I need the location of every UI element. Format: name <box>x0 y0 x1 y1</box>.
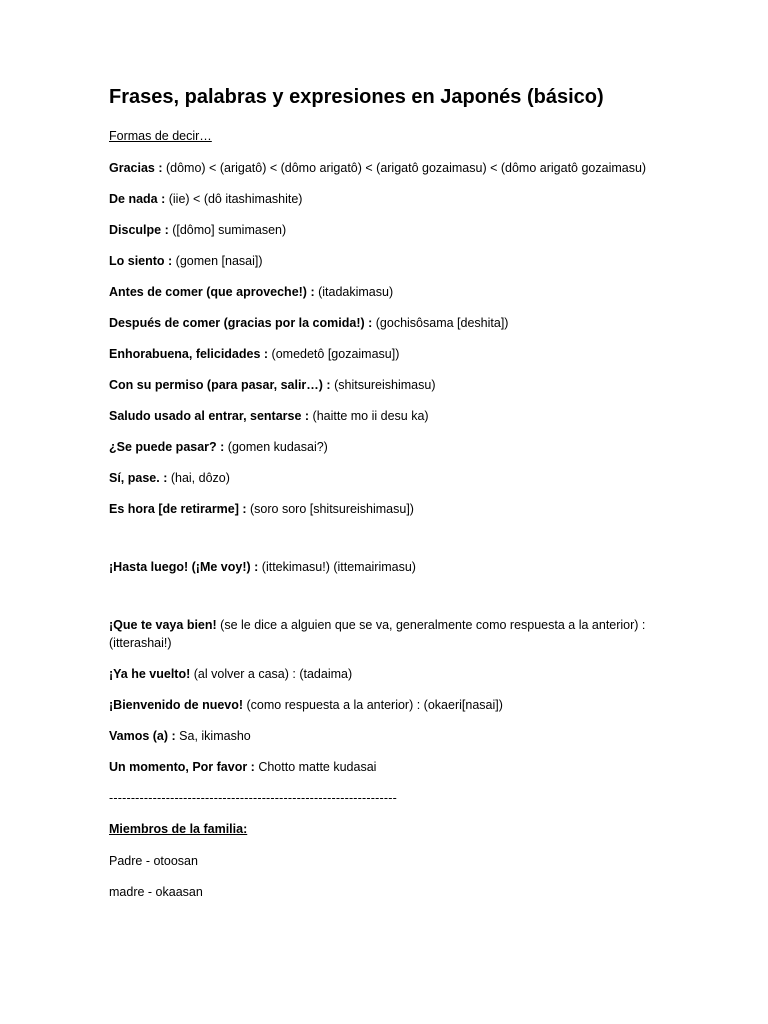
phrase-term: ¡Ya he vuelto! <box>109 667 191 681</box>
phrase-entry <box>109 438 669 456</box>
phrase-term: ¿Se puede pasar? : <box>109 440 225 454</box>
phrase-entry <box>109 469 669 487</box>
phrase-term: Sí, pase. : <box>109 471 168 485</box>
phrase-translation: (shitsureishimasu) <box>330 378 436 392</box>
phrase-term: Después de comer (gracias por la comida!) : <box>109 316 373 330</box>
phrase-entry <box>109 376 669 394</box>
phrase-translation: (gochisôsama [deshita]) <box>372 316 509 330</box>
section-heading-formas: Formas de decir… <box>109 129 212 143</box>
phrase-entry <box>109 159 669 177</box>
phrase-translation: (haitte mo ii desu ka) <box>309 409 429 423</box>
phrase-term: ¡Hasta luego! (¡Me voy!) : <box>109 560 259 574</box>
phrase-entry <box>109 758 669 776</box>
phrase-translation: (como respuesta a la anterior) : (okaeri[nasai]) <box>243 698 503 712</box>
phrase-term: ¡Bienvenido de nuevo! <box>109 698 244 712</box>
phrase-list <box>109 159 669 776</box>
document-page <box>109 84 669 914</box>
phrase-term: Vamos (a) : <box>109 729 176 743</box>
phrase-term: De nada : <box>109 192 166 206</box>
phrase-translation: (se le dice a alguien que se va, generalmente como respuesta a la anterior) : (itterashai!) <box>109 618 646 650</box>
phrase-term: Enhorabuena, felicidades : <box>109 347 269 361</box>
phrase-entry <box>109 696 669 714</box>
phrase-entry <box>109 283 669 301</box>
phrase-term: Lo siento : <box>109 254 173 268</box>
phrase-term: Un momento, Por favor : <box>109 760 255 774</box>
phrase-translation: Chotto matte kudasai <box>254 760 377 774</box>
phrase-translation: (omedetô [gozaimasu]) <box>268 347 400 361</box>
separator-line: ------------------------------------------------------------------ <box>109 791 397 805</box>
family-item: Padre - otoosan <box>109 854 198 868</box>
page-title: Frases, palabras y expresiones en Japonés (básico) <box>109 86 604 108</box>
phrase-term: Con su permiso (para pasar, salir…) : <box>109 378 331 392</box>
phrase-term: Disculpe : <box>109 223 169 237</box>
phrase-entry <box>109 190 669 208</box>
family-item: madre - okaasan <box>109 885 203 899</box>
phrase-translation: (dômo) < (arigatô) < (dômo arigatô) < (arigatô gozaimasu) < (dômo arigatô gozaimasu) <box>162 161 647 175</box>
phrase-translation: (gomen kudasai?) <box>224 440 328 454</box>
phrase-translation: (al volver a casa) : (tadaima) <box>190 667 353 681</box>
phrase-translation: Sa, ikimasho <box>175 729 251 743</box>
phrase-entry <box>109 221 669 239</box>
phrase-entry <box>109 616 669 652</box>
phrase-entry <box>109 665 669 683</box>
phrase-translation: (hai, dôzo) <box>167 471 230 485</box>
phrase-entry <box>109 500 669 518</box>
phrase-term: Gracias : <box>109 161 163 175</box>
phrase-translation: (ittekimasu!) (ittemairimasu) <box>258 560 416 574</box>
phrase-entry <box>109 727 669 745</box>
phrase-entry <box>109 345 669 363</box>
phrase-translation: (soro soro [shitsureishimasu]) <box>246 502 414 516</box>
phrase-term: Antes de comer (que aproveche!) : <box>109 285 315 299</box>
phrase-entry <box>109 252 669 270</box>
phrase-term: ¡Que te vaya bien! <box>109 618 217 632</box>
phrase-translation: (gomen [nasai]) <box>172 254 263 268</box>
section-heading-familia: Miembros de la familia: <box>109 822 248 836</box>
phrase-translation: (itadakimasu) <box>314 285 394 299</box>
phrase-translation: ([dômo] sumimasen) <box>168 223 287 237</box>
phrase-entry <box>109 407 669 425</box>
phrase-entry <box>109 558 669 576</box>
phrase-translation: (iie) < (dô itashimashite) <box>165 192 303 206</box>
phrase-term: Saludo usado al entrar, sentarse : <box>109 409 310 423</box>
phrase-entry <box>109 314 669 332</box>
phrase-term: Es hora [de retirarme] : <box>109 502 247 516</box>
